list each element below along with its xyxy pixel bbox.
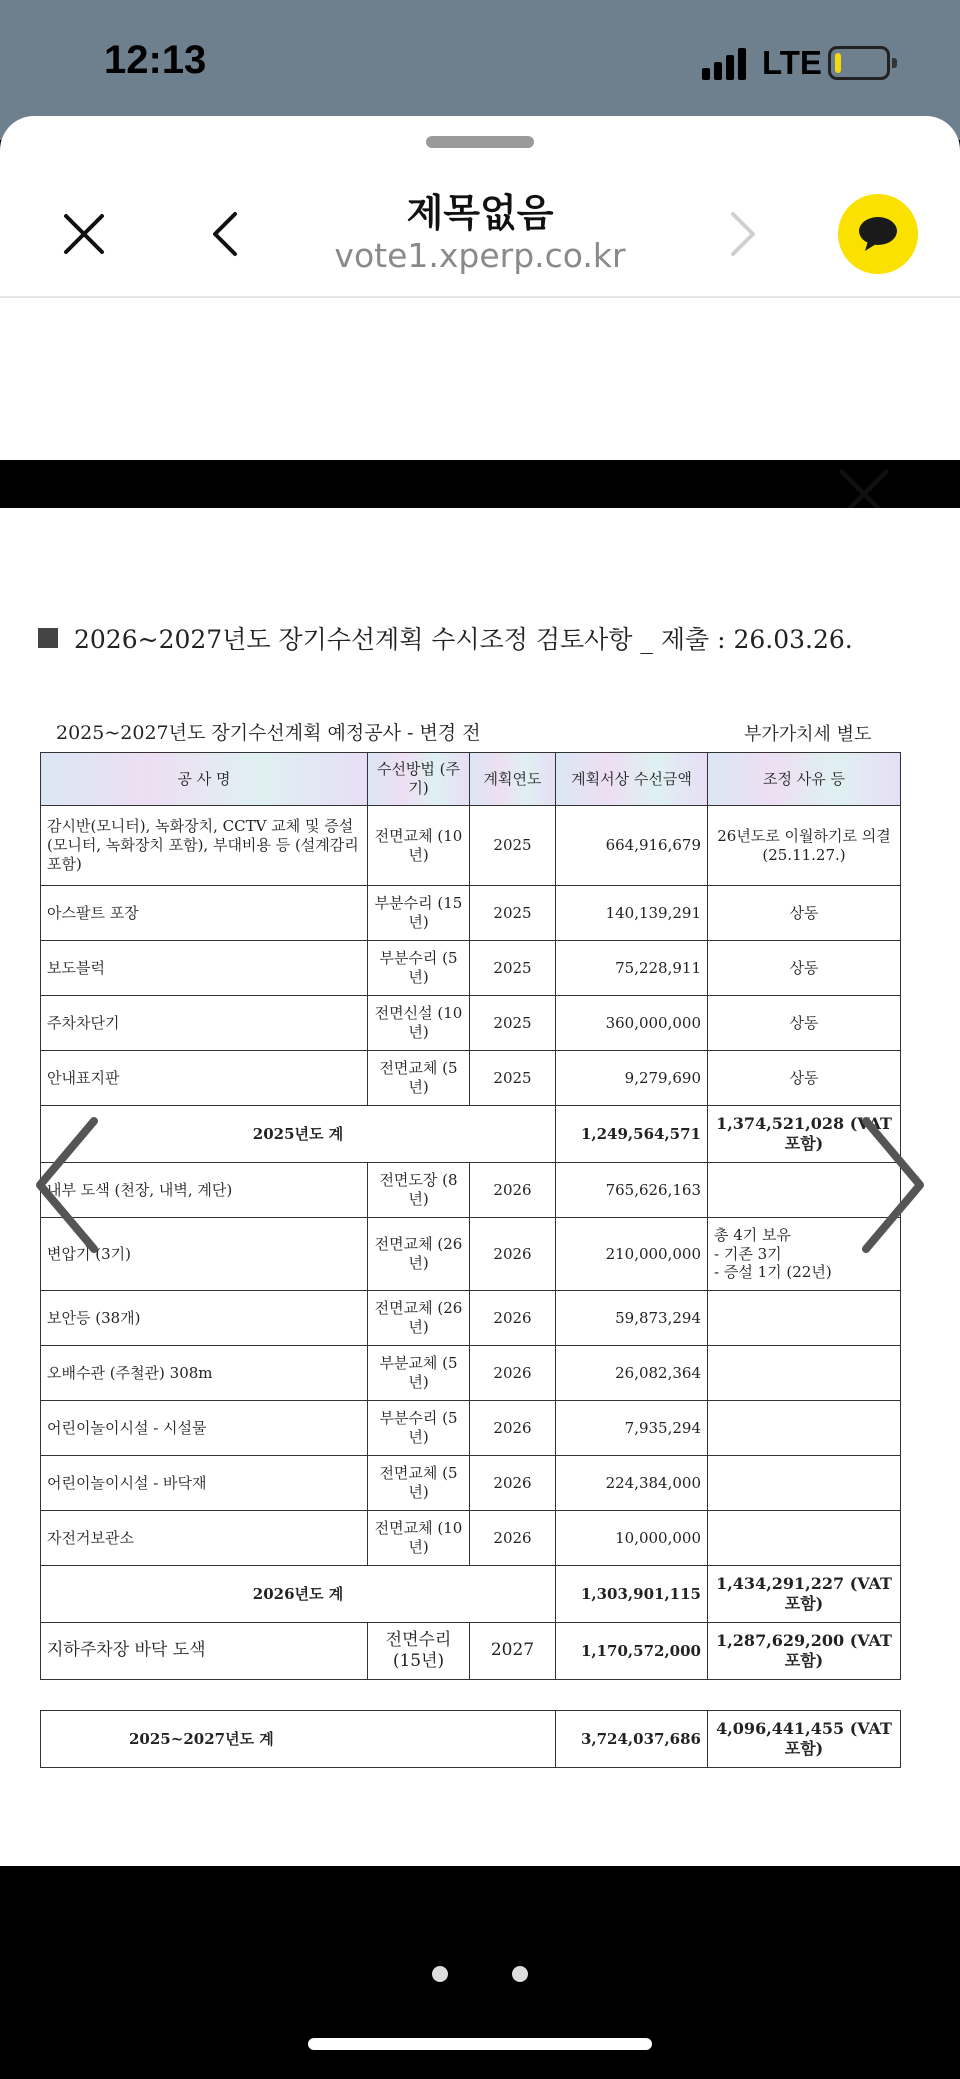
next-arrow-icon[interactable]	[858, 1115, 928, 1255]
column-header: 계획서상 수선금액	[556, 753, 708, 806]
sheet-grabber[interactable]	[426, 136, 534, 148]
chevron-right-icon[interactable]	[716, 206, 772, 262]
document-heading: 2026~2027년도 장기수선계획 수시조정 검토사항 _ 제출 : 26.03.26.	[38, 620, 853, 656]
clock: 12:13	[104, 38, 207, 82]
table-row: 보안등 (38개) 전면교체 (26년) 2026 59,873,294	[41, 1291, 901, 1346]
header-divider	[0, 296, 960, 298]
page-dot[interactable]	[512, 1966, 528, 1982]
page-title: 제목없음	[406, 191, 554, 235]
table-row: 어린이놀이시설 - 시설물 부분수리 (5년) 2026 7,935,294	[41, 1401, 901, 1456]
document-image	[0, 508, 960, 1866]
table-row: 아스팔트 포장 부분수리 (15년) 2025 140,139,291 상동	[41, 886, 901, 941]
column-header: 수선방법 (주기)	[368, 753, 470, 806]
grand-total-table	[40, 1710, 901, 1768]
column-header: 계획연도	[470, 753, 556, 806]
table-row: 어린이놀이시설 - 바닥재 전면교체 (5년) 2026 224,384,000	[41, 1456, 901, 1511]
battery-icon	[828, 46, 890, 80]
column-header: 조정 사유 등	[708, 753, 901, 806]
table-row: 자전거보관소 전면교체 (10년) 2026 10,000,000	[41, 1511, 901, 1566]
subtotal-row: 2025년도 계 1,249,564,571 1,374,521,028 (VAT 포함)	[41, 1106, 901, 1163]
chevron-left-icon[interactable]	[196, 206, 252, 262]
previous-arrow-icon[interactable]	[32, 1115, 102, 1255]
grand-total-row: 2025~2027년도 계 3,724,037,686 4,096,441,455 (VAT 포함)	[41, 1711, 901, 1768]
table-row: 지하주차장 바닥 도색 전면수리 (15년) 2027 1,170,572,000 1,287,629,200 (VAT 포함)	[41, 1623, 901, 1680]
vat-note: 부가가치세 별도	[744, 724, 872, 745]
table-row: 보도블럭 부분수리 (5년) 2025 75,228,911 상동	[41, 941, 901, 996]
table-row: 감시반(모니터), 녹화장치, CCTV 교체 및 증설 (모니터, 녹화장치 포함), 부대비용 등 (설계감리 포함) 전면교체 (10년) 2025 664,916,679 26년도로 이월하기로 의결 (25.11.27.)	[41, 806, 901, 886]
table-row: 주차차단기 전면신설 (10년) 2025 360,000,000 상동	[41, 996, 901, 1051]
page-url[interactable]: vote1.xperp.co.kr	[334, 236, 626, 275]
plan-table	[40, 752, 901, 1680]
close-icon[interactable]	[56, 206, 112, 262]
network-label: LTE	[762, 44, 822, 81]
column-header: 공 사 명	[41, 753, 368, 806]
square-bullet-icon	[38, 628, 58, 648]
table-row: 변압기 (3기) 전면교체 (26년) 2026 210,000,000 총 4기 보유 - 기존 3기 - 증설 1기 (22년)	[41, 1218, 901, 1291]
home-indicator[interactable]	[308, 2038, 652, 2050]
browser-header	[0, 116, 960, 460]
table-row: 내부 도색 (천장, 내벽, 계단) 전면도장 (8년) 2026 765,626,163	[41, 1163, 901, 1218]
chat-bubble-icon[interactable]	[838, 194, 918, 274]
page-indicator	[0, 1966, 960, 1986]
signal-icon	[702, 46, 748, 80]
page-dot[interactable]	[432, 1966, 448, 1982]
table-subtitle: 2025~2027년도 장기수선계획 예정공사 - 변경 전	[56, 722, 481, 744]
subtotal-row: 2026년도 계 1,303,901,115 1,434,291,227 (VAT 포함)	[41, 1566, 901, 1623]
table-header	[41, 753, 901, 806]
table-row: 오배수관 (주철관) 308m 부분교체 (5년) 2026 26,082,364	[41, 1346, 901, 1401]
table-row: 안내표지판 전면교체 (5년) 2025 9,279,690 상동	[41, 1051, 901, 1106]
